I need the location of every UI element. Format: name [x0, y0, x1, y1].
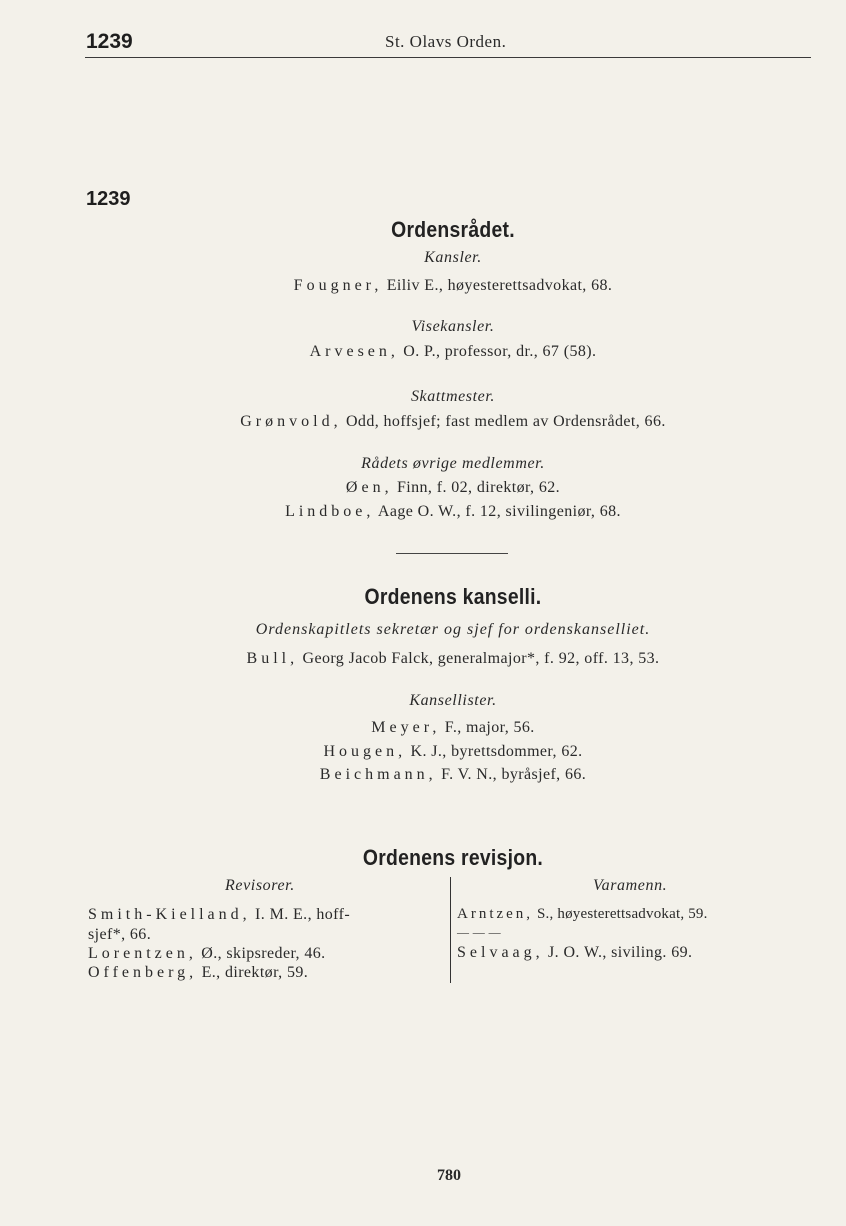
member-name: Øen, [345, 479, 393, 496]
revisor-entry [88, 906, 350, 924]
council-heading: Ordensrådet. [391, 217, 515, 242]
chief-name: Bull, [246, 650, 299, 667]
varamann-entry [457, 944, 692, 962]
revisor-name: Offenberg, [88, 964, 198, 981]
skattmester-label: Skattmester. [410, 388, 496, 405]
page-number: 780 [437, 1167, 461, 1184]
varamann-details: S., høyesterettsadvokat, 59. [533, 906, 708, 922]
varamann-placeholder [457, 925, 501, 940]
member-entry [0, 503, 846, 521]
revisor-details: I. M. E., hoff- [250, 906, 351, 923]
kansellist-details: F. V. N., byråsjef, 66. [436, 766, 587, 783]
revisor-entry [88, 926, 151, 944]
varamann-name: Arntzen, [457, 906, 534, 922]
chief-entry [0, 650, 846, 668]
visekansler-label: Visekansler. [411, 318, 495, 335]
kansler-name: Fougner, [293, 277, 383, 294]
varamann-entry [457, 906, 708, 923]
kansellist-details: F., major, 56. [440, 719, 535, 736]
kansellist-name: Meyer, [371, 719, 441, 736]
kansellister-label: Kansellister. [409, 692, 497, 709]
member-entry [0, 479, 846, 497]
kansellist-entry [0, 719, 846, 737]
kansler-entry [0, 277, 846, 295]
section-divider [396, 553, 508, 554]
skattmester-details: Odd, hoffsjef; fast medlem av Ordensrådet, 66. [341, 413, 666, 430]
member-details: Aage O. W., f. 12, sivilingeniør, 68. [374, 503, 621, 520]
column-divider [450, 877, 451, 983]
section-number: 1239 [86, 188, 131, 210]
varamann-name: Selvaag, [457, 944, 544, 961]
varamann-details: J. O. W., siviling. 69. [543, 944, 693, 961]
revisor-details: sjef*, 66. [88, 926, 152, 943]
visekansler-entry [0, 343, 846, 361]
chancery-role: Ordenskapitlets sekretær og sjef for ordenskanselliet. [255, 621, 651, 638]
kansellist-entry [0, 743, 846, 761]
chief-details: Georg Jacob Falck, generalmajor*, f. 92, off. 13, 53. [298, 650, 660, 667]
chancery-heading: Ordenens kanselli. [364, 584, 542, 609]
skattmester-entry [0, 413, 846, 431]
members-label: Rådets øvrige medlemmer. [361, 455, 545, 472]
running-title: St. Olavs Orden. [385, 32, 507, 51]
visekansler-name: Arvesen, [309, 343, 399, 360]
revisorer-label: Revisorer. [225, 877, 295, 894]
revisor-entry [88, 964, 308, 982]
member-name: Lindboe, [285, 503, 375, 520]
header-rule [85, 57, 811, 58]
revisor-name: Lorentzen, [88, 945, 197, 962]
member-details: Finn, f. 02, direktør, 62. [392, 479, 561, 496]
visekansler-details: O. P., professor, dr., 67 (58). [398, 343, 597, 360]
varamann-details: — — — [457, 925, 501, 939]
kansellist-name: Beichmann, [319, 766, 437, 783]
varamenn-label: Varamenn. [593, 877, 668, 894]
revisor-details: E., direktør, 59. [197, 964, 309, 981]
skattmester-name: Grønvold, [240, 413, 342, 430]
kansler-label: Kansler. [424, 249, 482, 266]
revisor-details: Ø., skipsreder, 46. [196, 945, 326, 962]
revisor-name: Smith-Kielland, [88, 906, 251, 923]
revisor-entry [88, 945, 326, 963]
kansellist-name: Hougen, [323, 743, 407, 760]
running-page-number: 1239 [86, 30, 133, 53]
kansler-details: Eiliv E., høyesterettsadvokat, 68. [382, 277, 613, 294]
kansellist-entry [0, 766, 846, 784]
revision-heading: Ordenens revisjon. [362, 845, 544, 870]
kansellist-details: K. J., byrettsdommer, 62. [406, 743, 583, 760]
